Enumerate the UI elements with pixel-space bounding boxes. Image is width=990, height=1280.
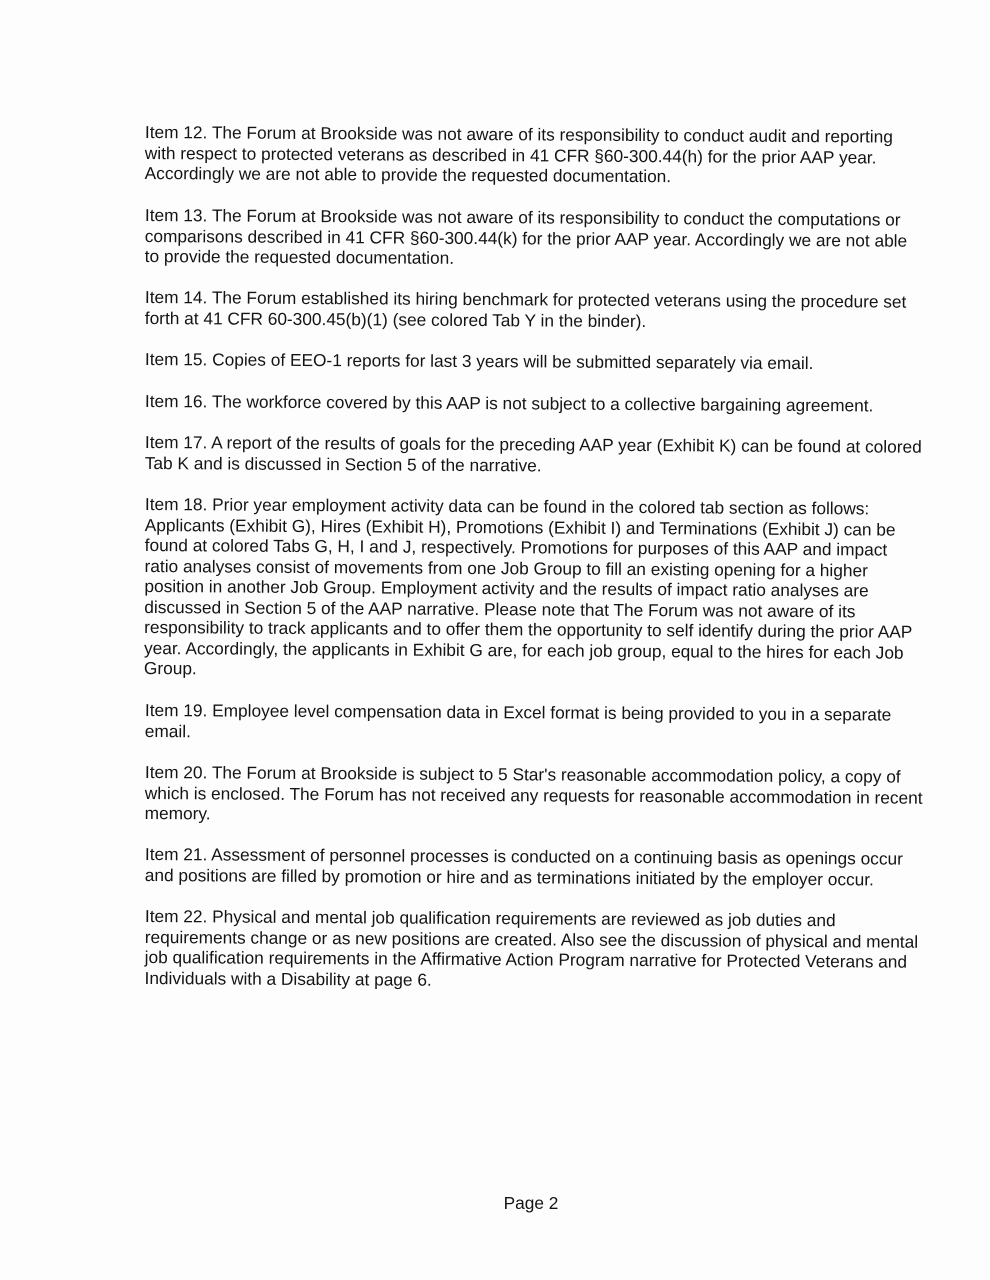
- page-number: Page 2: [503, 1193, 559, 1213]
- item-22-paragraph: Item 22. Physical and mental job qualification requirements are reviewed as job duties and requirements change or as new positions are created. Also see the discussion of physical and mental job qualification requirements in the Affirmative Action Program narrative for Protected Veterans and Individuals with a Disability at page 6.: [144, 906, 919, 990]
- item-19-paragraph: Item 19. Employee level compensation data in Excel format is being provided to you in a separate email.: [144, 699, 892, 741]
- item-20-paragraph: Item 20. The Forum at Brookside is subject to 5 Star's reasonable accommodation policy, a copy of which is enclosed. The Forum has not received any requests for reasonable accommodation in recent memory.: [144, 761, 923, 823]
- document-body: [145, 122, 925, 1009]
- item-18-paragraph: Item 18. Prior year employment activity data can be found in the colored tab section as follows: Applicants (Exhibit G), Hires (Exhibit H), Promotions (Exhibit I) and Terminations (Exhibit J) can be found at colored Tabs G, H, I and J, respectively. Promotions for purposes of this AAP and impact ratio analyses consist of movements from one Job Group to fill an existing opening for a higher position in another Job Group. Employment activity and the results of impact ratio analyses are discussed in Section 5 of the AAP narrative. Please note that The Forum was not aware of its responsibility to track applicants and to offer them the opportunity to self identify during the prior AAP year. Accordingly, the applicants in Exhibit G are, for each job group, equal to the hires for each Job Group.: [143, 494, 913, 679]
- item-21-paragraph: Item 21. Assessment of personnel processes is conducted on a continuing basis as openings occur and positions are filled by promotion or hire and as terminations initiated by the employer occur.: [144, 844, 903, 889]
- item-14-paragraph: Item 14. The Forum established its hiring benchmark for protected veterans using the procedure set forth at 41 CFR 60-300.45(b)(1) (see colored Tab Y in the binder).: [144, 287, 907, 331]
- item-13-paragraph: Item 13. The Forum at Brookside was not aware of its responsibility to conduct the computations or comparisons described in 41 CFR §60-300.44(k) for the prior AAP year. Accordingly we are not able to provide the requested documentation.: [144, 204, 908, 268]
- item-16-paragraph: Item 16. The workforce covered by this AAP is not subject to a collective bargaining agreement.: [144, 390, 874, 415]
- item-15-paragraph: Item 15. Copies of EEO-1 reports for last 3 years will be submitted separately via email.: [144, 349, 814, 374]
- item-17-paragraph: Item 17. A report of the results of goals for the preceding AAP year (Exhibit K) can be found at colored Tab K and is discussed in Section 5 of the narrative.: [144, 432, 922, 475]
- item-12-paragraph: Item 12. The Forum at Brookside was not aware of its responsibility to conduct audit and reporting with respect to protected veterans as described in 41 CFR §60-300.44(h) for the prior AAP year. Accordingly we are not able to provide the requested documentation.: [144, 122, 893, 187]
